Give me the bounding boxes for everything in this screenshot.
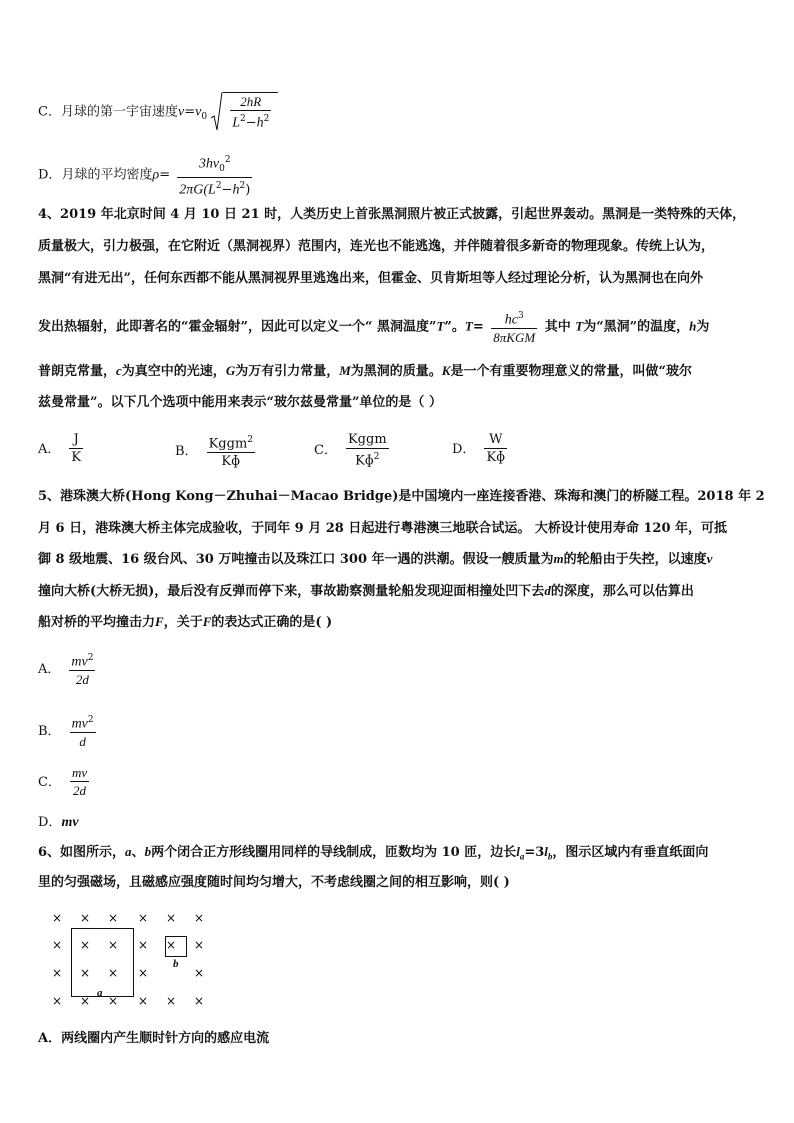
q5-line-1: 5、港珠澳大桥(Hong Kong－Zhuhai－Macao Bridge)是中国境内一座连接香港、珠海和澳门的桥隧工程。2018 年 2: [38, 489, 765, 504]
q4-line-6: 兹曼常量”。以下几个选项中能用来表示“玻尔兹曼常量”单位的是（ ）: [38, 395, 442, 410]
option-label: D．: [38, 167, 62, 183]
text-span: 是一个有重要物理意义的常量，叫做“玻尔: [450, 364, 692, 379]
formula-eq: =: [472, 319, 484, 335]
formula-sup: 2: [263, 114, 270, 124]
formula-op: −: [245, 115, 257, 131]
text-span: 为黑洞的质量。: [350, 364, 442, 379]
unit-fraction: $\frac{\text{Kggm}}{Kɸ^2}$: [347, 432, 387, 469]
formula-var: v: [177, 104, 185, 120]
text-span: 撞向大桥(大桥无损)，最后没有反弹而停下来，事故勘察测量轮船发现迎面相撞处凹下去: [38, 584, 545, 599]
formula-var: v: [195, 104, 202, 120]
text-span: 为万有引力常量，: [235, 364, 340, 379]
text-span: 为真空中的光速，: [121, 364, 226, 379]
formula-var: ρ: [152, 167, 160, 183]
formula-var: G: [225, 363, 236, 378]
formula-sup: 2: [373, 452, 380, 462]
formula-var: mv: [71, 654, 88, 670]
text-span: ”。: [444, 319, 465, 335]
q5-option-a: [38, 650, 98, 688]
field-cross: ×: [80, 911, 91, 925]
fraction-denominator: 8πKGM: [493, 330, 536, 346]
coil-a-label: a: [97, 987, 103, 999]
formula-var: F: [202, 614, 212, 629]
formula-var: c: [116, 363, 122, 378]
q4-option-d: [452, 432, 510, 466]
formula-var: h: [256, 115, 264, 131]
option-label: B．: [175, 443, 198, 459]
field-cross: ×: [138, 911, 149, 925]
field-cross: ×: [194, 966, 205, 980]
text-span: 其中: [544, 319, 571, 335]
field-cross: ×: [52, 994, 63, 1008]
q6-line-1: [38, 843, 708, 866]
force-fraction: [70, 712, 96, 750]
formula-var: K: [441, 363, 451, 378]
q3-option-c: [38, 92, 278, 132]
formula-var: T: [436, 318, 445, 334]
fraction-numerator: mv: [71, 765, 88, 780]
option-label: B．: [38, 723, 61, 739]
text-span: 为“黑洞”的温度，: [583, 319, 690, 335]
formula-var: L: [232, 115, 240, 131]
sqrt-symbol: [211, 92, 223, 132]
option-label: A．: [38, 1031, 62, 1046]
formula-sup: 2: [239, 180, 246, 191]
formula-sub: b: [547, 851, 553, 862]
temperature-fraction: [491, 308, 537, 346]
field-cross: ×: [52, 911, 63, 925]
text-span: 的深度，那么可以估算出: [550, 584, 694, 599]
text-span: 的轮船由于失控，以速度: [563, 552, 707, 567]
fraction-numerator: 2hR: [240, 94, 262, 109]
field-cross: ×: [166, 994, 177, 1008]
formula-var: hc: [504, 312, 518, 328]
q5-option-b: [38, 712, 99, 750]
q5-line-2: 月 6 日，港珠澳大桥主体完成验收，于同年 9 月 28 日起进行粤港澳三地联合试运。 大桥设计使用寿命 120 年，可抵: [38, 521, 728, 536]
text-span: 为: [696, 319, 710, 335]
sqrt-fraction: [230, 94, 271, 131]
field-cross: ×: [166, 911, 177, 925]
unit-fraction: $\frac{Kggm^2}{\text{Kɸ}}$: [208, 435, 253, 470]
formula-var: l: [544, 844, 548, 859]
field-cross: ×: [138, 966, 149, 980]
option-formula: mv: [61, 815, 79, 830]
formula-sup: 2: [215, 180, 222, 191]
formula-var: d: [544, 583, 551, 598]
text-span: 御 8 级地震、16 级台风、30 万吨撞击以及珠江口 300 年一遇的洪潮。假设一艘质量为: [38, 552, 554, 567]
formula-sup: 3: [517, 311, 524, 321]
text-span: 、: [131, 845, 145, 860]
formula-var: T: [575, 318, 584, 334]
q5-option-d: [38, 811, 79, 831]
text-span: ，图示区域内有垂直纸面向: [552, 845, 709, 860]
unit-fraction: [69, 432, 83, 466]
text-span: 船对桥的平均撞击力: [38, 615, 156, 630]
option-text: 月球的第一宇宙速度: [60, 104, 178, 120]
field-cross: ×: [108, 994, 119, 1008]
formula-var: F: [155, 614, 164, 629]
formula-var: b: [144, 844, 152, 859]
q4-option-a: [38, 432, 86, 466]
formula-sup: 2: [87, 715, 94, 725]
force-fraction: [70, 765, 89, 799]
formula-var: v: [706, 551, 713, 566]
formula-sub: 0: [219, 163, 225, 174]
option-label: C．: [314, 443, 337, 459]
fraction-numerator: W: [489, 432, 503, 447]
field-cross: ×: [108, 966, 119, 980]
text-span: 6、如图所示，: [38, 845, 126, 860]
formula-var: mv: [71, 716, 88, 732]
q5-line-5: [38, 613, 332, 632]
unit-part: Kg: [347, 432, 366, 447]
unit-part: m: [374, 432, 387, 447]
q4-option-b: [175, 432, 258, 470]
option-text: 月球的平均密度: [61, 167, 153, 183]
formula-var: l: [516, 844, 520, 859]
formula-sup: 2: [87, 653, 94, 663]
q6-line-2: 里的匀强磁场，且磁感应强度随时间均匀增大，不考虑线圈之间的相互影响，则( ): [38, 875, 510, 890]
formula-paren: ): [245, 182, 251, 198]
q4-line-2: 质量极大，引力极强，在它附近（黑洞视界）范围内，连光也不能逃逸，并伴随着很多新奇的物理现象。传统上认为，: [38, 239, 715, 254]
option-text: 两线圈内产生顺时针方向的感应电流: [61, 1031, 270, 1046]
field-cross: ×: [80, 994, 91, 1008]
option-label: A．: [38, 441, 61, 457]
q4-option-c: [314, 432, 392, 469]
coil-b-label: b: [173, 958, 179, 970]
q4-line-3: 黑洞“有进无出”，任何东西都不能从黑洞视界里逃逸出来，但霍金、贝肯斯坦等人经过理论分析，认为黑洞也在向外: [38, 271, 703, 286]
unit-part: K: [355, 453, 365, 469]
q6-option-a: [38, 1030, 269, 1048]
q3-option-d: [38, 152, 255, 198]
field-cross: ×: [194, 938, 205, 952]
magnetic-field-figure: [44, 908, 214, 1008]
unit-part: m: [234, 436, 248, 452]
field-cross: ×: [80, 938, 91, 952]
unit-fraction: $\frac{W}{\text{Kɸ}}$: [486, 432, 506, 465]
formula-eq: =3: [524, 845, 545, 860]
formula-eq: =: [184, 104, 196, 120]
option-label: D．: [452, 441, 476, 457]
text-span: 的表达式正确的是( ): [211, 615, 333, 630]
sqrt-formula: [211, 92, 278, 132]
q5-line-4: [38, 582, 694, 601]
text-span: 普朗克常量，: [38, 364, 117, 379]
field-cross: ×: [138, 938, 149, 952]
formula-sup: 2: [239, 114, 246, 124]
q4-line-1: 4、2019 年北京时间 4 月 10 日 21 时，人类历史上首张黑洞照片被正式披露，引起世界轰动。黑洞是一类特殊的天体，: [38, 207, 746, 222]
option-label: D．: [38, 815, 62, 830]
field-cross: ×: [108, 938, 119, 952]
field-cross: ×: [80, 966, 91, 980]
option-label: C．: [38, 104, 61, 120]
q5-line-3: [38, 550, 712, 569]
field-cross: ×: [194, 911, 205, 925]
density-fraction: [177, 152, 252, 198]
formula-sup: 2: [224, 155, 231, 165]
formula-sub: 0: [201, 112, 208, 123]
formula-sup: 2: [247, 435, 253, 445]
text-span: 发出热辐射，此即著名的“霍金辐射”，因此可以定义一个“ 黑洞温度”: [38, 319, 437, 335]
force-fraction: [69, 650, 95, 688]
q5-option-c: [38, 765, 92, 799]
option-label: C．: [38, 774, 61, 790]
formula-var: T: [464, 318, 473, 334]
field-cross: ×: [194, 994, 205, 1008]
fraction-denominator: K: [71, 450, 82, 465]
unit-part: K: [486, 450, 497, 465]
fraction-numerator: J: [73, 432, 79, 447]
formula-var: M: [339, 363, 351, 378]
formula-var: h: [689, 318, 697, 334]
field-cross: ×: [138, 994, 149, 1008]
fraction-denominator: 2d: [70, 781, 89, 799]
q4-line-5: [38, 362, 692, 381]
formula-var: 2πG(L: [179, 182, 216, 198]
unit-part: Kg: [208, 436, 227, 452]
formula-var: 3hv: [198, 156, 220, 172]
formula-sub: a: [519, 851, 525, 862]
fraction-denominator: d: [70, 732, 96, 750]
fraction-denominator: 2d: [69, 670, 95, 688]
field-cross: ×: [108, 911, 119, 925]
formula-eq: =: [159, 167, 171, 183]
field-cross: ×: [52, 966, 63, 980]
formula-var: h: [232, 182, 240, 198]
text-span: 两个闭合正方形线圈用同样的导线制成，匝数均为 10 匝，边长: [151, 845, 517, 860]
field-cross: ×: [52, 938, 63, 952]
option-label: A．: [38, 661, 61, 677]
q4-line-4: [38, 308, 709, 346]
coil-b: [165, 936, 187, 957]
unit-part: K: [221, 454, 232, 470]
field-cross: ×: [166, 938, 177, 952]
formula-var: m: [553, 551, 564, 566]
formula-var: a: [125, 844, 132, 859]
formula-op: −: [221, 182, 233, 198]
text-span: ，关于: [163, 615, 203, 630]
